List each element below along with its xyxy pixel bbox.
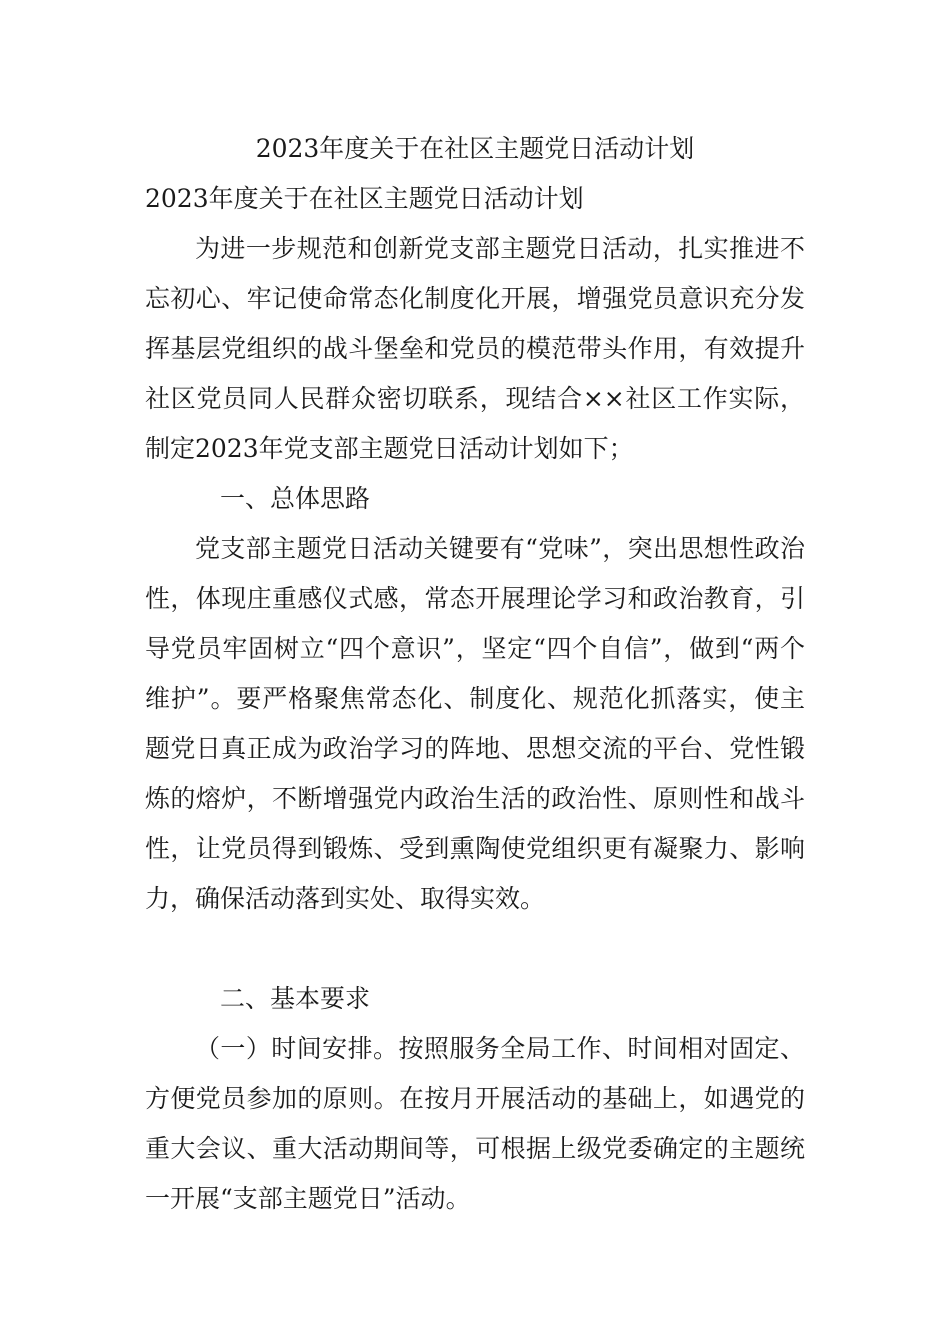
general-idea-paragraph: 党支部主题党日活动关键要有“党味”，突出思想性政治性，体现庄重感仪式感，常态开展理论学习和政治教育，引导党员牢固树立“四个意识”，坚定“四个自信”，做到“两个维护”。要严格聚焦常态化、制度化、规范化抓落实，使主题党日真正成为政治学习的阵地、思想交流的平台、党性锻炼的熔炉，不断增强党内政治生活的政治性、原则性和战斗性，让党员得到锻炼、受到熏陶使党组织更有凝聚力、影响力，确保活动落到实处、取得实效。 [145, 534, 805, 913]
intro-paragraph: 为进一步规范和创新党支部主题党日活动，扎实推进不忘初心、牢记使命常态化制度化开展，增强党员意识充分发挥基层党组织的战斗堡垒和党员的模范带头作用，有效提升社区党员同人民群众密切联系，现结合××社区工作实际，制定2023年党支部主题党日活动计划如下； [145, 234, 805, 463]
document-subtitle: 2023年度关于在社区主题党日活动计划 [145, 184, 584, 213]
document-title: 2023年度关于在社区主题党日活动计划 [255, 134, 695, 163]
section-heading-general-idea: 一、总体思路 [220, 484, 371, 513]
time-arrangement-paragraph: （一）时间安排。按照服务全局工作、时间相对固定、方便党员参加的原则。在按月开展活动的基础上，如遇党的重大会议、重大活动期间等，可根据上级党委确定的主题统一开展“支部主题党日”活动。 [145, 1034, 805, 1213]
document-body [145, 124, 805, 1224]
section-heading-basic-requirements: 二、基本要求 [220, 984, 371, 1013]
